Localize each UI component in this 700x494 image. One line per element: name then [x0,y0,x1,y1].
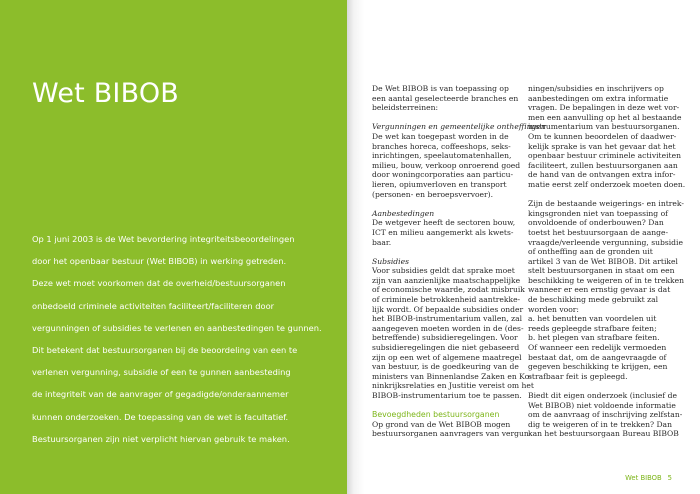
page-number: 5 [667,474,672,482]
text-line: Om te kunnen beoordelen of daadwer- [528,131,677,141]
text-line: bestaat dat, om de aangevraagde of [528,352,667,362]
text-line: ICT en milieu aangemerkt als kwets- [372,227,514,237]
text-line: inrichtingen, speelautomatenhallen, [372,151,512,161]
text-line: subsidieregelingen die niet gebaseerd [372,343,520,353]
section-heading-bevoegdheden: Bevoegdheden bestuursorganen [372,410,500,420]
text-line: men een aanvulling op het al bestaande [528,112,682,122]
intro-line: door het openbaar bestuur (Wet BIBOB) in werking getreden. [32,256,287,267]
intro-line: Op 1 juni 2003 is de Wet bevordering integriteitsbeoordelingen [32,234,295,244]
text-line: ministers van Binnenlandse Zaken en Ko- [372,371,532,381]
text-line: bestuursorganen aanvragers van vergun- [372,429,532,439]
text-line: dig te weigeren of in te trekken? Dan [528,419,672,429]
left-page [0,0,347,494]
intro-line: kunnen onderzoeken. De toepassing van de wet is facultatief. [32,411,289,422]
text-line: De wet kan toegepast worden in de [372,131,509,141]
text-line: van bestuur, is de goedkeuring van de [372,362,519,372]
section-heading-subsidies: Subsidies [372,256,409,266]
text-line: De wetgever heeft de sectoren bouw, [372,218,516,228]
text-line: vraagde/verleende vergunning, subsidie [528,237,683,247]
text-line: of ontheffing aan de gronden uit [528,247,653,257]
text-line: wanneer er een ernstig gevaar is dat [528,285,671,295]
list-item: a. het benutten van voordelen uit [528,314,657,324]
text-line: ningen/subsidies en inschrijvers op [528,84,664,93]
text-line: kan het bestuursorgaan Bureau BIBOB [528,429,679,439]
text-line: aanbestedingen om extra informatie [528,93,669,103]
text-line: artikel 3 van de Wet BIBOB. Dit artikel [528,256,678,266]
text-line: lieren, opiumverloven en transport [372,179,507,189]
text-line: matie eerst zelf onderzoek moeten doen. [528,179,686,189]
section-heading-vergunningen: Vergunningen en gemeentelijke ontheffingen [372,122,546,132]
intro-line: Dit betekent dat bestuursorganen bij de beoordeling van een te [32,345,298,356]
text-line: betreffende) subsidieregelingen. Voor [372,333,518,343]
text-line: instrumentarium van bestuursorganen. [528,122,680,132]
text-line: baar. [372,237,392,247]
text-line: het BIBOB-instrumentarium vallen, zal [372,314,523,324]
list-item: reeds gepleegde strafbare feiten; [528,323,657,333]
text-line: Wet BIBOB) niet voldoende informatie [528,400,676,410]
text-line: de hand van de ontvangen extra infor- [528,170,676,180]
intro-line: Deze wet moet voorkomen dat de overheid/bestuursorganen [32,278,286,289]
text-line: ninkrijksrelaties en Justitie vereist om het [372,381,534,391]
section-heading-aanbestedingen: Aanbestedingen [372,208,435,218]
text-line: Zijn de bestaande weigerings- en intrek- [528,199,684,209]
text-line: om de aanvraag of inschrijving zelfstan- [528,410,683,420]
intro-paragraph [32,228,332,450]
intro-line: de integriteit van de aanvrager of gegadigde/onderaannemer [32,389,289,400]
page-gutter [347,0,364,494]
intro-line: verlenen vergunning, subsidie of een te gunnen aanbesteding [32,367,291,378]
page-title: Wet BIBOB [32,78,180,109]
text-line: de beschikking mede gebruikt zal [528,295,659,305]
text-line: stelt bestuursorganen in staat om een [528,266,675,276]
text-line: De Wet BIBOB is van toepassing op [372,84,509,93]
text-line: zijn op een wet of algemene maatregel [372,352,522,362]
text-line: beschikking te weigeren of in te trekken [528,275,685,285]
list-item: b. het plegen van strafbare feiten. [528,333,660,343]
right-page [364,0,700,494]
text-line: Biedt dit eigen onderzoek (inclusief de [528,391,677,400]
text-line: toetst het bestuursorgaan de aange- [528,227,669,237]
text-line: onvoldoende of onderbouwen? Dan [528,218,664,228]
text-line: beleidsterreinen: [372,103,439,113]
text-column-1 [372,84,546,439]
intro-line: onbedoeld criminele activiteiten faciliteert/faciliteren door [32,300,275,311]
text-line: kelijk sprake is van het gevaar dat het [528,141,676,151]
text-column-2 [528,84,686,439]
intro-line: Bestuursorganen zijn niet verplicht hiervan gebruik te maken. [32,433,290,444]
text-line: lijk wordt. Of bepaalde subsidies onder [372,304,524,314]
text-line: of criminele betrokkenheid aantrekke- [372,295,521,305]
text-line: BIBOB-instrumentarium toe te passen. [372,391,522,400]
text-line: Op grond van de Wet BIBOB mogen [372,419,511,429]
text-line: een aantal geselecteerde branches en [372,93,519,103]
text-line: gegeven beschikking te krijgen, een [528,362,668,372]
intro-line: vergunningen of subsidies te verlenen en aanbestedingen te gunnen. [32,322,322,333]
text-line: Of wanneer een redelijk vermoeden [528,343,667,353]
text-line: kingsgronden niet van toepassing of [528,208,668,218]
text-line: worden voor: [528,304,579,314]
text-line: branches horeca, coffeeshops, seks- [372,141,511,151]
text-line: of economische waarde, zodat misbruik [372,285,525,295]
text-line: faciliteert, zullen bestuursorganen aan [528,160,678,170]
text-line: (personen- en beroepsvervoer). [372,189,494,199]
text-line: vragen. De bepalingen in deze wet vor- [528,103,680,113]
text-line: aangegeven moeten worden in de (des- [372,323,524,333]
text-line: Voor subsidies geldt dat sprake moet [372,266,515,276]
text-line: zijn van aanzienlijke maatschappelijke [372,275,521,285]
text-line: door woningcorporaties aan particu- [372,170,514,180]
running-title: Wet BIBOB [625,474,662,482]
page-footer [625,474,672,482]
text-line: openbaar bestuur criminele activiteiten [528,151,681,161]
text-line: milieu, bouw, verkoop onroerend goed [372,160,521,170]
text-line: strafbaar feit is gepleegd. [528,371,628,381]
